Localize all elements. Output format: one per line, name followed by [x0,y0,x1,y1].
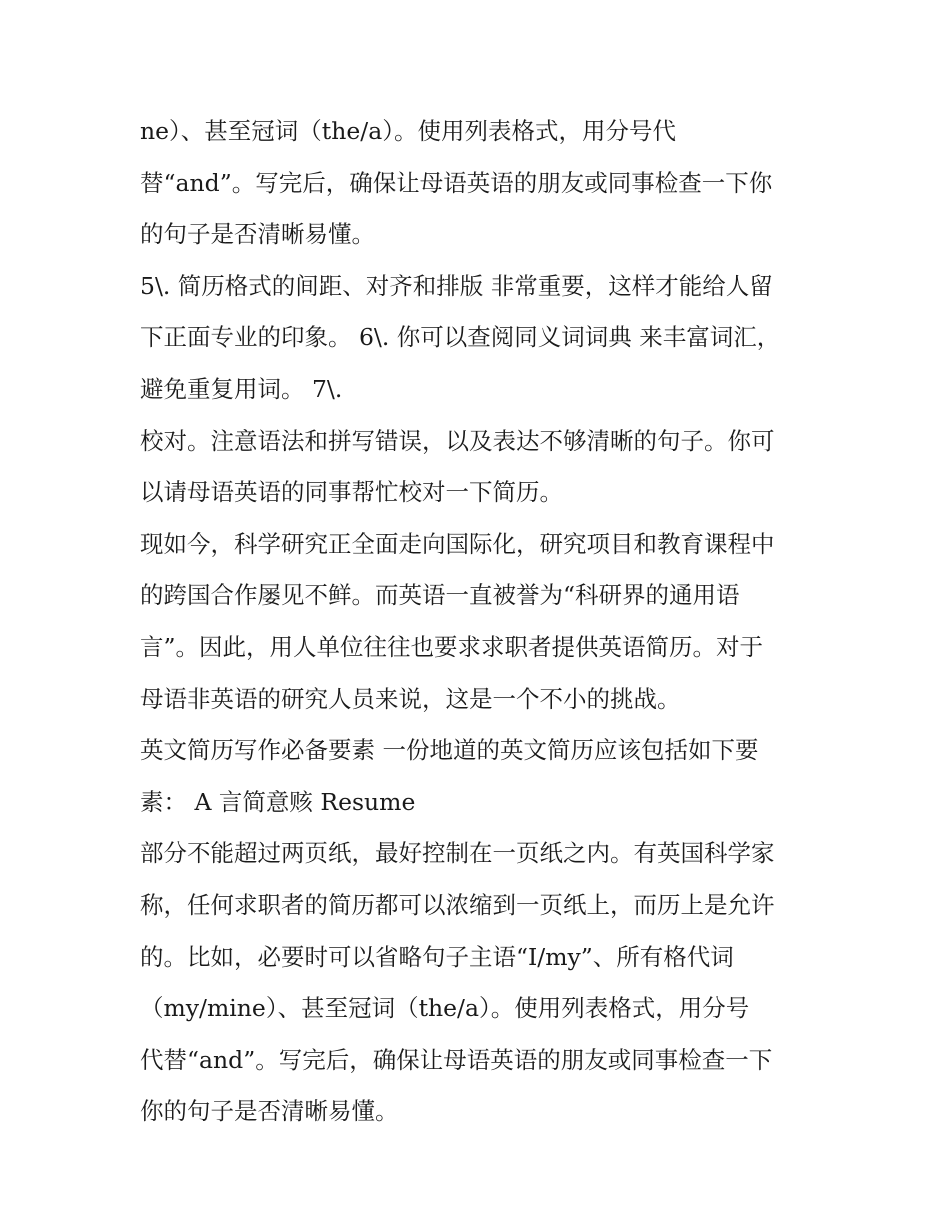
text-line: 的。比如，必要时可以省略句子主语“I/my”、所有格代词 [140,942,734,971]
text-line: 5\. 简历格式的间距、对齐和排版 非常重要，这样才能给人留 [140,271,773,300]
text-line: （my/mine）、甚至冠词（the/a）。使用列表格式，用分号 [140,994,750,1023]
text-line: 称，任何求职者的简历都可以浓缩到一页纸上，而历上是允许 [140,890,775,919]
text-line: 代替“and”。写完后，确保让母语英语的朋友或同事检查一下 [140,1045,773,1074]
text-line: ne）、甚至冠词（the/a）。使用列表格式，用分号代 [140,117,676,145]
text-line: 替“and”。写完后，确保让母语英语的朋友或同事检查一下你 [140,168,773,197]
text-line: 的句子是否清晰易懂。 [140,220,375,249]
text-line: 英文简历写作必备要素 一份地道的英文简历应该包括如下要 [140,736,759,765]
text-line: 下正面专业的印象。 6\. 你可以查阅同义词词典 来丰富词汇， [140,323,781,352]
text-line: 言”。因此，用人单位往往也要求求职者提供英语简历。对于 [140,632,764,661]
text-line: 以请母语英语的同事帮忙校对一下简历。 [140,478,563,507]
text-line: 你的句子是否清晰易懂。 [140,1097,399,1126]
body-text [140,106,820,1138]
text-line: 的跨国合作屡见不鲜。而英语一直被誉为“科研界的通用语 [140,581,740,610]
text-line: 素： A 言简意赅 Resume [140,787,416,816]
text-line: 现如今，科学研究正全面走向国际化，研究项目和教育课程中 [140,529,775,558]
text-line: 母语非英语的研究人员来说，这是一个不小的挑战。 [140,684,681,713]
text-line: 校对。注意语法和拼写错误，以及表达不够清晰的句子。你可 [140,426,775,455]
text-line: 避免重复用词。 7\. [140,374,343,403]
text-line: 部分不能超过两页纸，最好控制在一页纸之内。有英国科学家 [140,839,775,868]
